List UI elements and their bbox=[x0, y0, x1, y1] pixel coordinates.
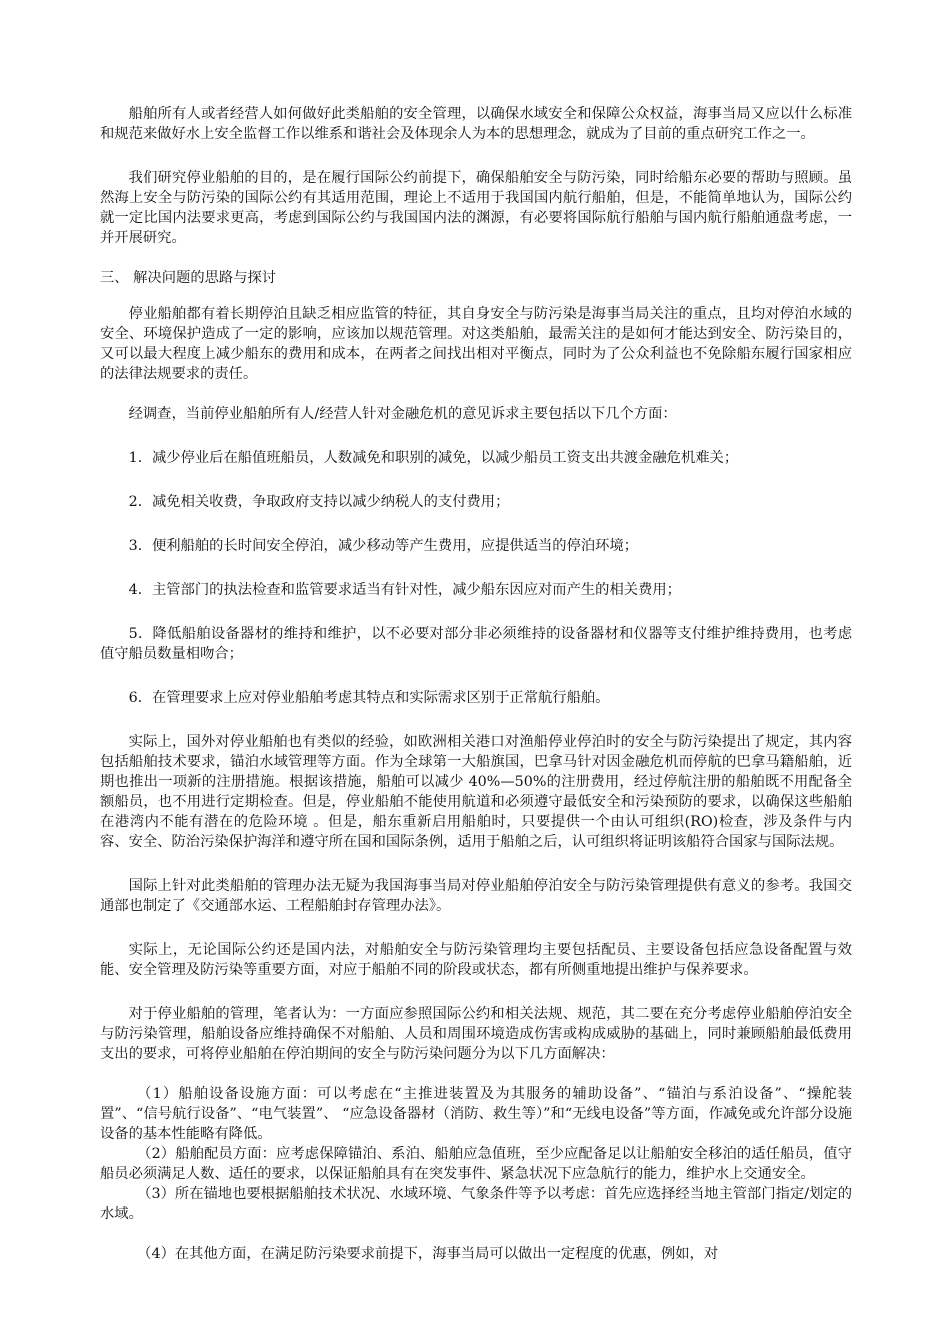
paragraph: 经调查，当前停业船舶所有人/经营人针对金融危机的意见诉求主要包括以下几个方面： bbox=[128, 406, 677, 422]
paragraph: 国际上针对此类船舶的管理办法无疑为我国海事当局对停业船舶停泊安全与防污染管理提供有意义的参考。我国交通部也制定了《交通部水运、工程船舶封存管理办法》。 bbox=[100, 878, 852, 914]
list-item: 1．减少停业后在船值班船员，人数减免和职别的减免，以减少船员工资支出共渡金融危机难关； bbox=[128, 450, 739, 466]
section-heading: 三、 解决问题的思路与探讨 bbox=[100, 270, 277, 286]
document-body bbox=[100, 104, 852, 1264]
sub-item-number: （3） bbox=[137, 1186, 175, 1202]
paragraph: 对于停业船舶的管理，笔者认为：一方面应参照国际公约和相关法规、规范，其二要在充分考虑停业船舶停泊安全与防污染管理，船舶设备应维持确保不对船舶、人员和周围环境造成伤害或构成威胁的基础上，同时兼顾船舶最低费用支出的要求，可将停业船舶在停泊期间的安全与防污染问题分为以下几方面解决： bbox=[100, 1006, 852, 1062]
sub-item bbox=[100, 1144, 852, 1184]
paragraph: 船舶所有人或者经营人如何做好此类船舶的安全管理，以确保水域安全和保障公众权益，海事当局又应以什么标准和规范来做好水上安全监督工作以维系和谐社会及体现余人为本的思想理念，就成为了目前的重点研究工作之一。 bbox=[100, 106, 852, 142]
sub-item-text: 船舶设备设施方面：可以考虑在“主推进装置及为其服务的辅助设备”、“锚泊与系泊设备”、“操舵装置”、“信号航行设备”、“电气装置”、 “应急设备器材（消防、救生等）”和“无线电设备”等方面，作减免或允许部分设施设备的基本性能略有降低。 bbox=[100, 1086, 852, 1142]
sub-item-number: （2） bbox=[137, 1146, 176, 1162]
list-item: 2．减免相关收费，争取政府支持以减少纳税人的支付费用； bbox=[128, 494, 510, 510]
sub-item bbox=[100, 1244, 852, 1264]
sub-item-text: 船舶配员方面：应考虑保障锚泊、系泊、船舶应急值班，至少应配备足以让船舶安全移泊的适任船员，值守船员必须满足人数、适任的要求，以保证船舶具有在突发事件、紧急状况下应急航行的能力，维护水上交通安全。 bbox=[100, 1146, 852, 1182]
sub-item-text: 在其他方面，在满足防污染要求前提下，海事当局可以做出一定程度的优惠，例如，对 bbox=[174, 1246, 719, 1262]
list-item: 4．主管部门的执法检查和监管要求适当有针对性，减少船东因应对而产生的相关费用； bbox=[128, 582, 681, 598]
sub-item bbox=[100, 1084, 852, 1144]
paragraph: 我们研究停业船舶的目的，是在履行国际公约前提下，确保船舶安全与防污染，同时给船东必要的帮助与照顾。虽然海上安全与防污染的国际公约有其适用范围，理论上不适用于我国国内航行船舶，但是，不能简单地认为，国际公约就一定比国内法要求更高，考虑到国际公约与我国国内法的渊源，有必要将国际航行船舶与国内航行船舶通盘考虑，一并开展研究。 bbox=[100, 170, 852, 246]
list-item: 3．便利船舶的长时间安全停泊，减少移动等产生费用，应提供适当的停泊环境； bbox=[128, 538, 639, 554]
paragraph: 实际上，国外对停业船舶也有类似的经验，如欧洲相关港口对渔船停业停泊时的安全与防污染提出了规定，其内容包括船舶技术要求，锚泊水域管理等方面。作为全球第一大船旗国，巴拿马针对因金融危机而停航的巴拿马籍船舶，近期也推出一项新的注册措施。根据该措施，船舶可以减少 40%—50%的注册费用，经过停航注册的船舶既不用配备全额船员，也不用进行定期检查。但是，停业船舶不能使用航道和必须遵守最低安全和污染预防的要求，以确保这些船舶在港湾内不能有潜在的危险环境 。但是，船东重新启用船舶时，只要提供一个由认可组织(RO)检查，涉及条件与内容、安全、防治污染保护海洋和遵守所在国和国际条例，适用于船舶之后，认可组织将证明该船符合国家与国际法规。 bbox=[100, 734, 852, 850]
list-item: 6．在管理要求上应对停业船舶考虑其特点和实际需求区别于正常航行船舶。 bbox=[128, 690, 610, 706]
sub-item bbox=[100, 1184, 852, 1224]
sub-item-number: （4） bbox=[137, 1246, 175, 1262]
sub-item-number: （1） bbox=[137, 1086, 179, 1102]
paragraph: 停业船舶都有着长期停泊且缺乏相应监管的特征，其自身安全与防污染是海事当局关注的重点，且均对停泊水域的安全、环境保护造成了一定的影响，应该加以规范管理。对这类船舶，最需关注的是如何才能达到安全、防污染目的，又可以最大程度上减少船东的费用和成本，在两者之间找出相对平衡点，同时为了公众利益也不免除船东履行国家相应的法律法规要求的责任。 bbox=[100, 306, 852, 382]
paragraph: 实际上，无论国际公约还是国内法，对船舶安全与防污染管理均主要包括配员、主要设备包括应急设备配置与效能、安全管理及防污染等重要方面，对应于船舶不同的阶段或状态，都有所侧重地提出维护与保养要求。 bbox=[100, 942, 852, 978]
sub-item-text: 所在锚地也要根据船舶技术状况、水域环境、气象条件等予以考虑：首先应选择经当地主管部门指定/划定的水域。 bbox=[100, 1186, 852, 1222]
list-item: 5．降低船舶设备器材的维持和维护，以不必要对部分非必须维持的设备器材和仪器等支付维护维持费用，也考虑值守船员数量相吻合； bbox=[100, 626, 852, 662]
